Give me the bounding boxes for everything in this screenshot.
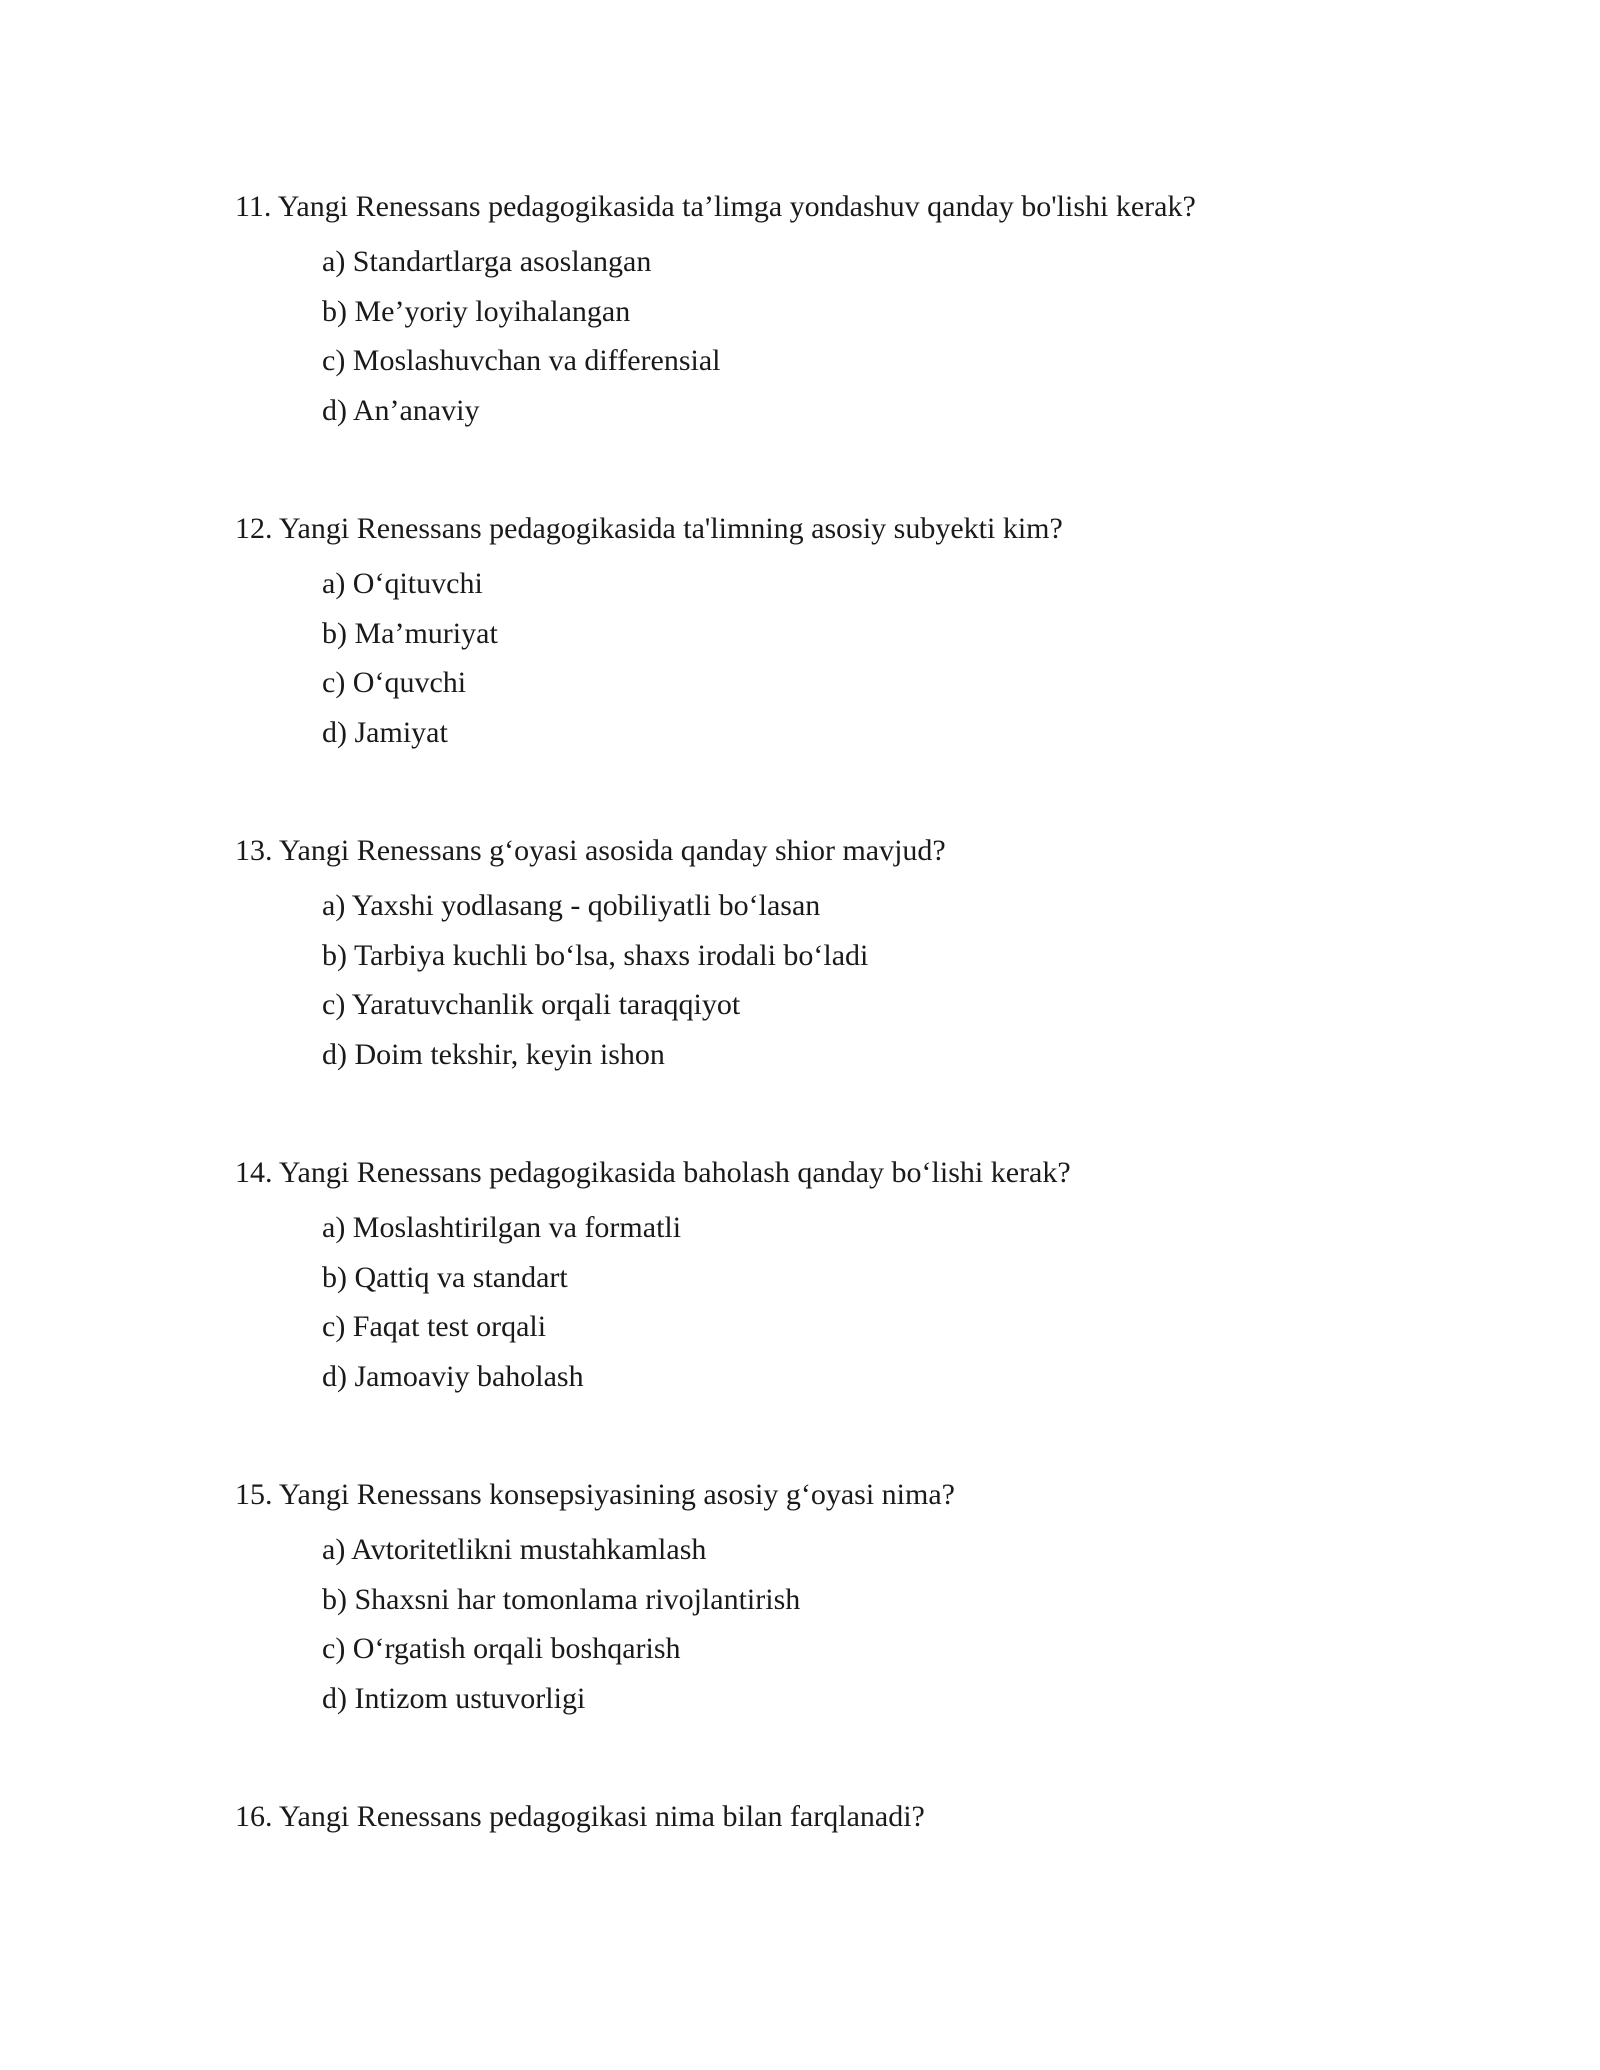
option-d: d) An’anaviy xyxy=(322,393,480,427)
option-d: d) Jamiyat xyxy=(322,715,448,749)
question-text: 15. Yangi Renessans konsepsiyasining asosiy g‘oyasi nima? xyxy=(235,1478,955,1511)
option-a: a) Yaxshi yodlasang - qobiliyatli bo‘lasan xyxy=(322,889,821,922)
question-text: 16. Yangi Renessans pedagogikasi nima bilan farqlanadi? xyxy=(235,1800,925,1833)
option-c: c) O‘quvchi xyxy=(322,666,467,699)
option-d: d) Intizom ustuvorligi xyxy=(322,1681,586,1715)
options-list xyxy=(322,244,1435,442)
option-c: c) Moslashuvchan va differensial xyxy=(322,344,721,377)
option-d: d) Doim tekshir, keyin ishon xyxy=(322,1037,665,1071)
option-b: b) Ma’muriyat xyxy=(322,616,498,650)
option-b: b) Me’yoriy loyihalangan xyxy=(322,294,631,328)
question-16 xyxy=(235,1799,1435,1835)
option-b: b) Shaxsni har tomonlama rivojlantirish xyxy=(322,1582,801,1616)
option-a: a) O‘qituvchi xyxy=(322,567,483,600)
option-a: a) Avtoritetlikni mustahkamlash xyxy=(322,1533,707,1566)
options-list xyxy=(322,888,1435,1086)
options-list xyxy=(322,1210,1435,1408)
option-c: c) O‘rgatish orqali boshqarish xyxy=(322,1632,681,1665)
option-c: c) Faqat test orqali xyxy=(322,1310,547,1343)
question-14 xyxy=(235,1155,1435,1408)
option-d: d) Jamoaviy baholash xyxy=(322,1359,584,1393)
question-12 xyxy=(235,511,1435,764)
question-13 xyxy=(235,833,1435,1086)
option-c: c) Yaratuvchanlik orqali taraqqiyot xyxy=(322,988,741,1021)
option-b: b) Tarbiya kuchli bo‘lsa, shaxs irodali bo‘ladi xyxy=(322,938,869,972)
option-a: a) Standartlarga asoslangan xyxy=(322,245,652,278)
question-text: 13. Yangi Renessans g‘oyasi asosida qanday shior mavjud? xyxy=(235,834,946,867)
question-text: 14. Yangi Renessans pedagogikasida baholash qanday bo‘lishi kerak? xyxy=(235,1156,1071,1189)
question-text: 11. Yangi Renessans pedagogikasida ta’limga yondashuv qanday bo'lishi kerak? xyxy=(235,190,1196,223)
question-11 xyxy=(235,189,1435,442)
option-a: a) Moslashtirilgan va formatli xyxy=(322,1211,682,1244)
options-list xyxy=(322,1532,1435,1730)
options-list xyxy=(322,566,1435,764)
option-b: b) Qattiq va standart xyxy=(322,1260,568,1294)
question-15 xyxy=(235,1477,1435,1730)
question-text: 12. Yangi Renessans pedagogikasida ta'limning asosiy subyekti kim? xyxy=(235,512,1063,545)
